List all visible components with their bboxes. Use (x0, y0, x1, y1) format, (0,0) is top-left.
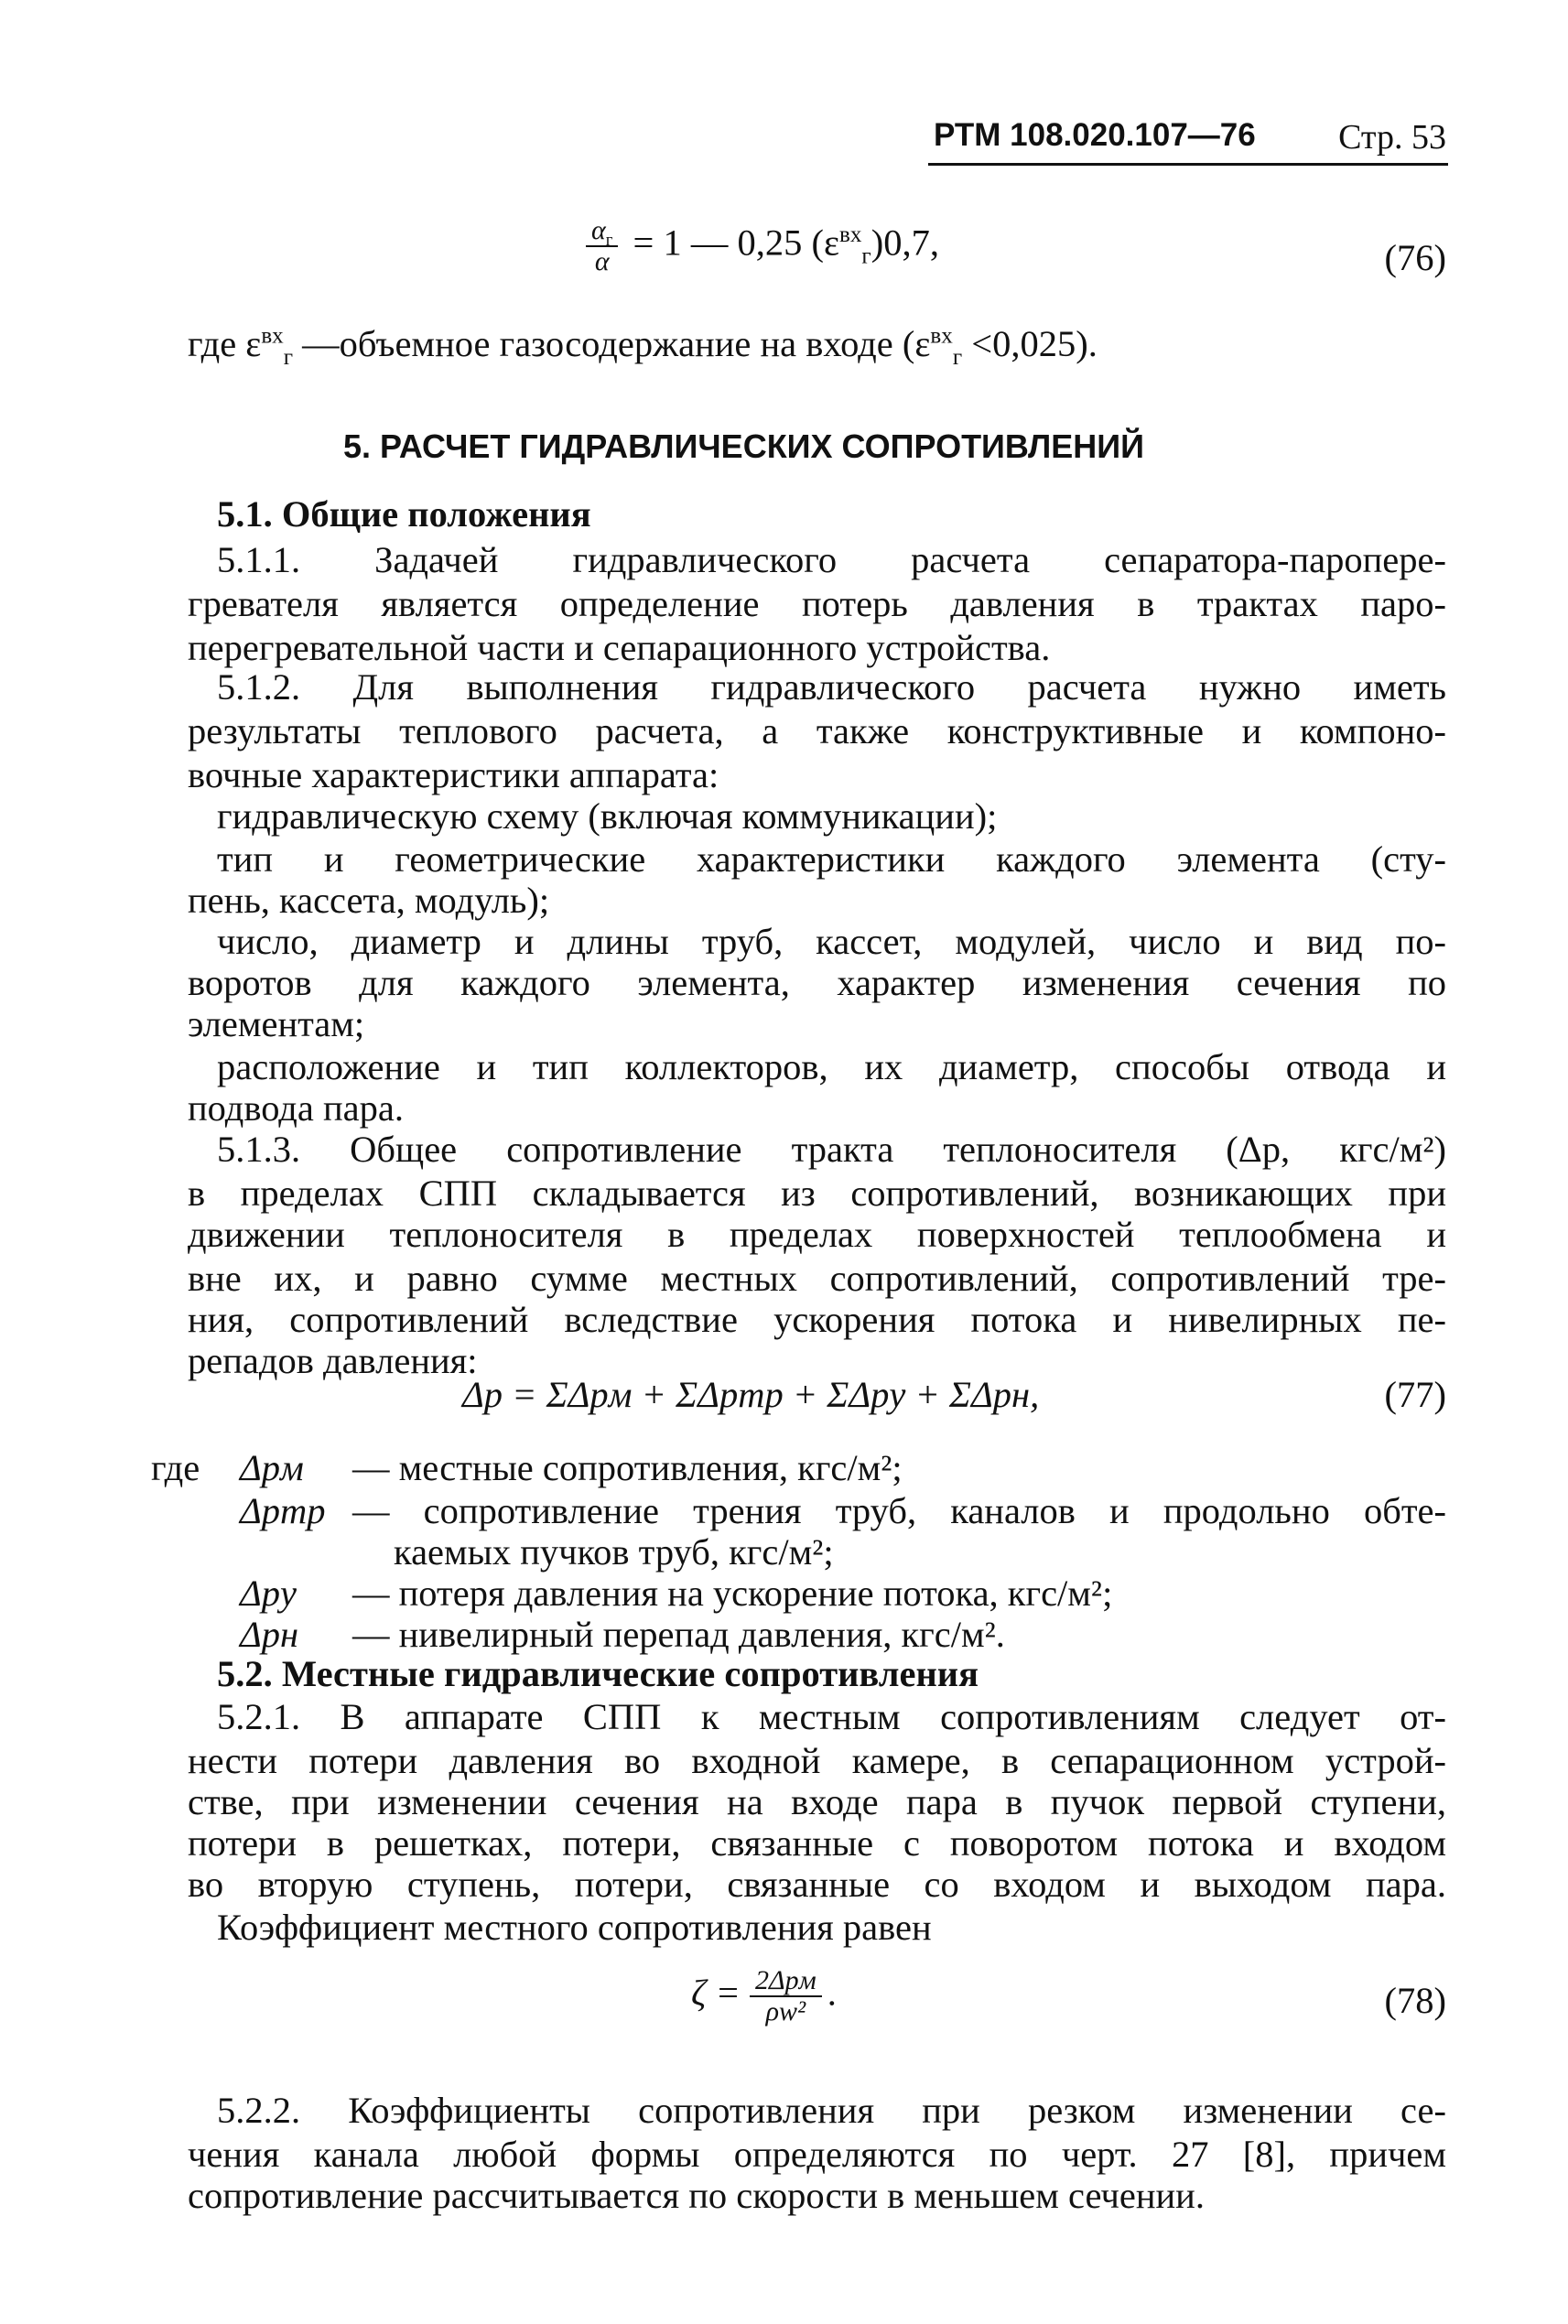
paragraph-5-1-2-line: расположение и тип коллекторов, их диаметр, способы отвода и (217, 1046, 1446, 1087)
paragraph-5-1-3-line: в пределах СПП складывается из сопротивлений, возникающих при (188, 1173, 1446, 1214)
paragraph-5-1-1-line: перегревательной части и сепарационного устройства. (188, 627, 1051, 668)
paragraph-5-1-3-line: движении теплоносителя в пределах поверхностей теплообмена и (188, 1214, 1446, 1255)
paragraph-5-1-2-line: число, диаметр и длины труб, кассет, модулей, число и вид по- (217, 921, 1446, 962)
definition-symbol: Δpу (240, 1573, 297, 1614)
definition-text: — местные сопротивления, кгс/м²; (352, 1447, 903, 1488)
paragraph-5-2-2-line: 5.2.2. Коэффициенты сопротивления при резком изменении се- (217, 2090, 1446, 2131)
equation-76-definition: где $\varepsilon^{вх}_г$ —объемное газосодержание на входе $(\varepsilon^{вх}_г <0,025)$. (188, 323, 1098, 371)
paragraph-5-1-3-line: вне их, и равно сумме местных сопротивлений, сопротивлений тре- (188, 1258, 1446, 1299)
fraction: $\frac{\alpha_г}{\alpha}$ (586, 216, 618, 276)
definition-lead: где (151, 1447, 200, 1488)
equation-number-78: (78) (1384, 1980, 1446, 2021)
paragraph-5-1-2-line: воротов для каждого элемента, характер изменения сечения по (188, 962, 1446, 1003)
paragraph-5-2-1-line: нести потери давления во входной камере, в сепарационном устрой- (188, 1740, 1446, 1781)
paragraph-5-2-2-line: сопротивление рассчитывается по скорости в меньшем сечении. (188, 2175, 1205, 2216)
paragraph-5-1-2-line: элементам; (188, 1003, 365, 1044)
paragraph-5-1-3-line: 5.1.3. Общее сопротивление тракта теплоносителя (Δp, кгс/м²) (217, 1129, 1446, 1170)
equation-76: $\frac{\alpha_г}{\alpha}$ = 1 — 0,25 $(\varepsilon^{вх}_г)0,7$, (586, 216, 939, 276)
definition-symbol: Δpтр (240, 1490, 326, 1531)
page-number: Стр. 53 (1338, 118, 1446, 157)
document-code: РТМ 108.020.107—76 (934, 117, 1256, 153)
paragraph-5-1-3-line: репадов давления: (188, 1340, 478, 1381)
paragraph-5-1-3-line: ния, сопротивлений вследствие ускорения потока и нивелирных пе- (188, 1299, 1446, 1340)
paragraph-5-2-1-line: потери в решетках, потери, связанные с поворотом потока и входом (188, 1822, 1446, 1864)
equation-number-76: (76) (1384, 237, 1446, 278)
paragraph-5-1-2-line: подвода пара. (188, 1087, 404, 1129)
running-header (934, 117, 1446, 157)
paragraph-5-1-2-line: 5.1.2. Для выполнения гидравлического расчета нужно иметь (217, 666, 1446, 708)
subsection-title-5-2: 5.2. Местные гидравлические сопротивления (217, 1653, 979, 1694)
section-title: 5. РАСЧЕТ ГИДРАВЛИЧЕСКИХ СОПРОТИВЛЕНИЙ (343, 427, 1145, 465)
paragraph-5-2-1-line: во вторую ступень, потери, связанные со входом и выходом пара. (188, 1864, 1446, 1905)
paragraph-5-1-2-line: тип и геометрические характеристики каждого элемента (сту- (217, 838, 1446, 880)
paragraph-5-2-1-line: 5.2.1. В аппарате СПП к местным сопротивлениям следует от- (217, 1696, 1446, 1737)
equation-77: Δp = ΣΔpм + ΣΔpтр + ΣΔpу + ΣΔpн, (462, 1374, 1040, 1415)
header-rule (928, 163, 1448, 166)
definition-text: — нивелирный перепад давления, кгс/м². (352, 1614, 1005, 1655)
paragraph-5-1-2-line: гидравлическую схему (включая коммуникации); (217, 795, 998, 837)
paragraph-5-2-2-line: чения канала любой формы определяются по черт. 27 [8], причем (188, 2134, 1446, 2175)
paragraph-5-1-2-line: пень, кассета, модуль); (188, 880, 550, 921)
paragraph-5-2-1-line: стве, при изменении сечения на входе пара в пучок первой ступени, (188, 1781, 1446, 1822)
paragraph-5-1-2-line: вочные характеристики аппарата: (188, 754, 719, 795)
coefficient-intro: Коэффициент местного сопротивления равен (217, 1907, 932, 1948)
definition-text: — потеря давления на ускорение потока, кгс/м²; (352, 1573, 1113, 1614)
definition-text: каемых пучков труб, кгс/м²; (394, 1531, 834, 1573)
equation-number-77: (77) (1384, 1374, 1446, 1415)
definition-symbol: Δpм (240, 1447, 304, 1488)
equation-78: ζ = $\frac{\text{2Δpм}}{\text{ρw²}}$ . (691, 1965, 837, 2027)
definition-symbol: Δpн (240, 1614, 299, 1655)
fraction: $\frac{\text{2Δpм}}{\text{ρw²}}$ (750, 1966, 822, 2027)
subsection-title-5-1: 5.1. Общие положения (217, 493, 591, 535)
paragraph-5-1-2-line: результаты теплового расчета, а также конструктивные и компоно- (188, 710, 1446, 751)
paragraph-5-1-1-line: 5.1.1. Задачей гидравлического расчета сепаратора-пароперe- (217, 539, 1446, 580)
paragraph-5-1-1-line: гревателя является определение потерь давления в трактах паро- (188, 583, 1446, 624)
definition-text: — сопротивление трения труб, каналов и продольно обте- (352, 1490, 1446, 1531)
